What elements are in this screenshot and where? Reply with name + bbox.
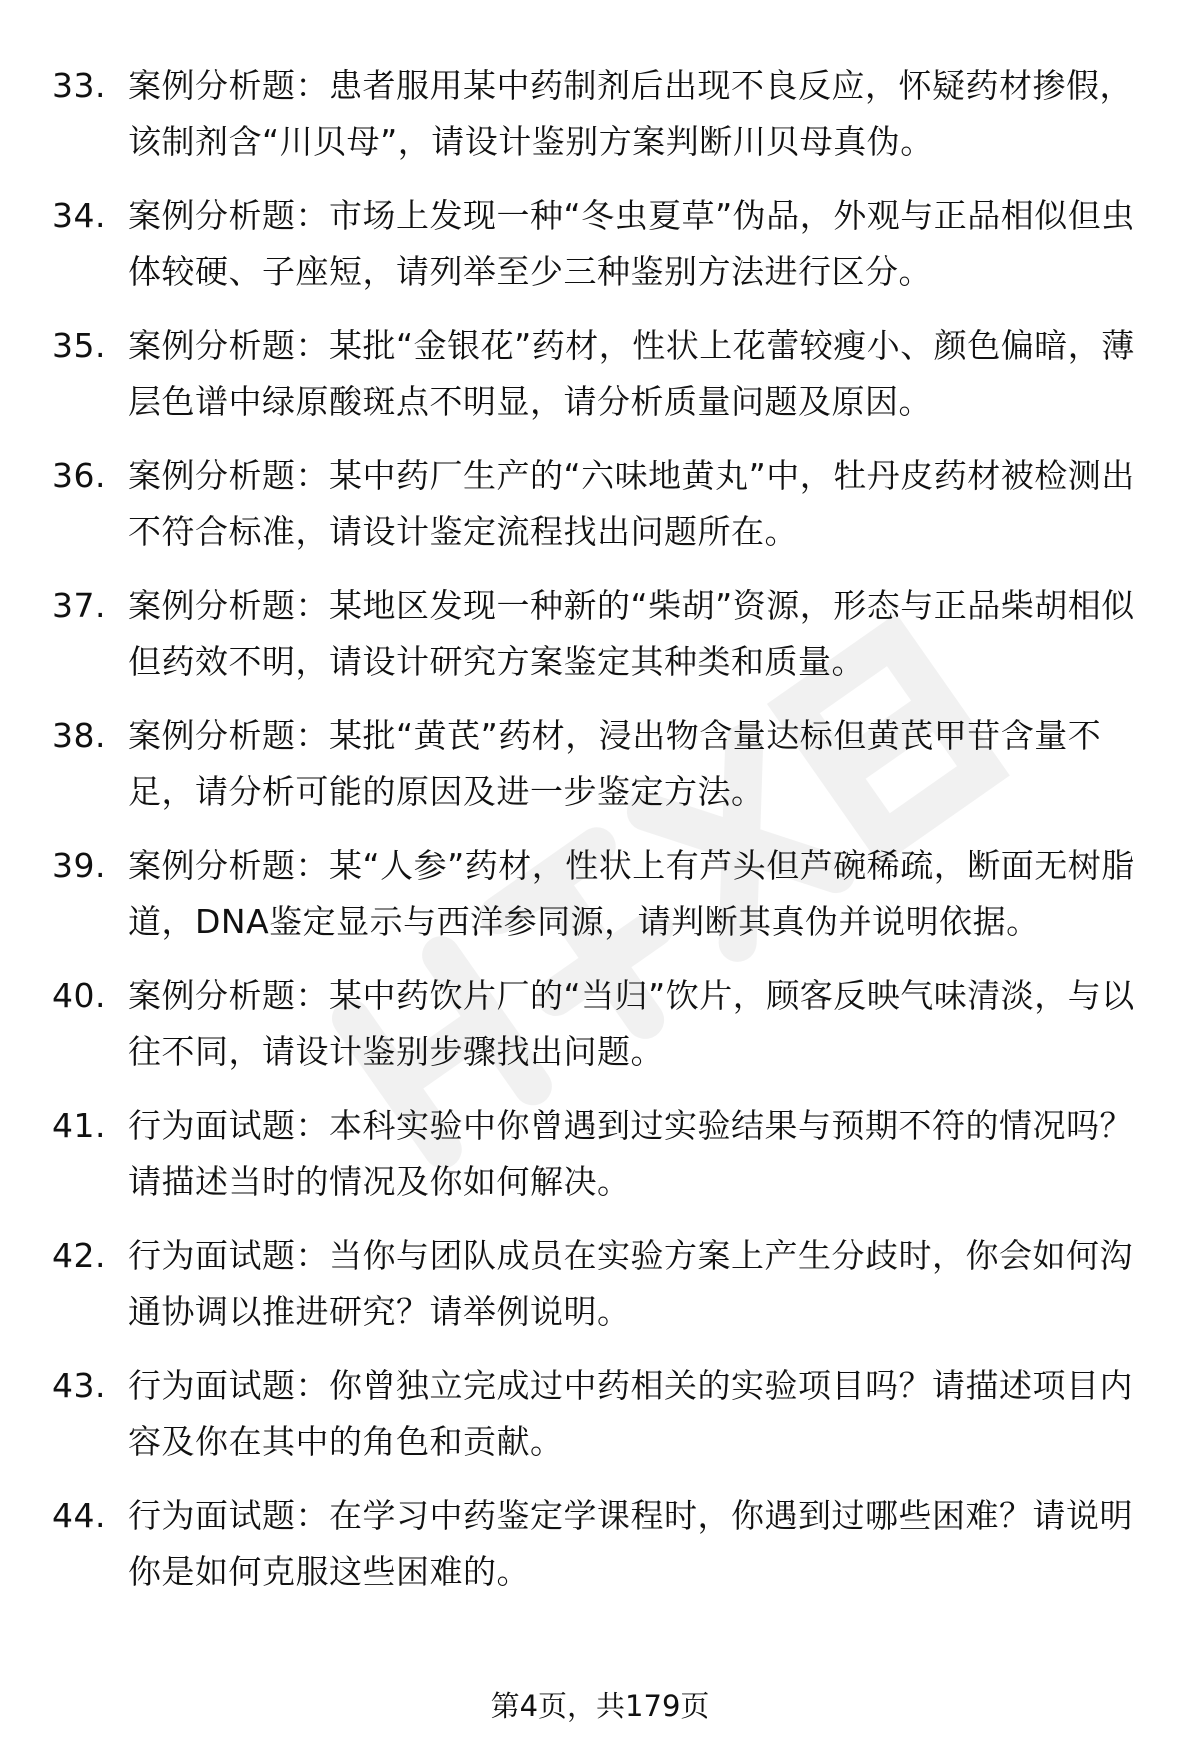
question-text: 行为面试题：你曾独立完成过中药相关的实验项目吗？请描述项目内容及你在其中的角色和贡献。 bbox=[128, 1366, 1133, 1461]
question-text: 案例分析题：患者服用某中药制剂后出现不良反应，怀疑药材掺假，该制剂含“川贝母”，请设计鉴别方案判断川贝母真伪。 bbox=[128, 66, 1133, 161]
question-list bbox=[52, 58, 1152, 1600]
question-item bbox=[52, 1098, 1152, 1210]
question-text: 行为面试题：在学习中药鉴定学课程时，你遇到过哪些困难？请说明你是如何克服这些困难的。 bbox=[128, 1496, 1133, 1591]
question-text: 案例分析题：某批“黄芪”药材，浸出物含量达标但黄芪甲苷含量不足，请分析可能的原因及进一步鉴定方法。 bbox=[128, 716, 1102, 811]
page-number-footer: 第4页，共179页 bbox=[490, 1689, 710, 1723]
question-item bbox=[52, 838, 1152, 950]
question-number: 42. bbox=[52, 1236, 106, 1275]
question-number: 33. bbox=[52, 66, 106, 105]
question-item bbox=[52, 58, 1152, 170]
question-number: 40. bbox=[52, 976, 106, 1015]
question-item bbox=[52, 1358, 1152, 1470]
question-text: 行为面试题：本科实验中你曾遇到过实验结果与预期不符的情况吗？请描述当时的情况及你如何解决。 bbox=[128, 1106, 1133, 1201]
question-number: 41. bbox=[52, 1106, 106, 1145]
question-text: 行为面试题：当你与团队成员在实验方案上产生分歧时，你会如何沟通协调以推进研究？请举例说明。 bbox=[128, 1236, 1133, 1331]
question-number: 43. bbox=[52, 1366, 106, 1405]
question-text: 案例分析题：某批“金银花”药材，性状上花蕾较瘦小、颜色偏暗，薄层色谱中绿原酸斑点不明显，请分析质量问题及原因。 bbox=[128, 326, 1135, 421]
question-number: 34. bbox=[52, 196, 106, 235]
question-number: 37. bbox=[52, 586, 106, 625]
question-item bbox=[52, 448, 1152, 560]
question-number: 35. bbox=[52, 326, 106, 365]
question-number: 44. bbox=[52, 1496, 106, 1535]
question-item bbox=[52, 1488, 1152, 1600]
question-item bbox=[52, 578, 1152, 690]
question-item bbox=[52, 708, 1152, 820]
question-number: 39. bbox=[52, 846, 106, 885]
question-number: 38. bbox=[52, 716, 106, 755]
question-item bbox=[52, 188, 1152, 300]
question-text: 案例分析题：某“人参”药材，性状上有芦头但芦碗稀疏，断面无树脂道，DNA鉴定显示与西洋参同源，请判断其真伪并说明依据。 bbox=[128, 846, 1135, 941]
question-text: 案例分析题：某中药饮片厂的“当归”饮片，顾客反映气味清淡，与以往不同，请设计鉴别步骤找出问题。 bbox=[128, 976, 1135, 1071]
question-item bbox=[52, 1228, 1152, 1340]
question-text: 案例分析题：市场上发现一种“冬虫夏草”伪品，外观与正品相似但虫体较硬、子座短，请列举至少三种鉴别方法进行区分。 bbox=[128, 196, 1135, 291]
question-number: 36. bbox=[52, 456, 106, 495]
question-text: 案例分析题：某地区发现一种新的“柴胡”资源，形态与正品柴胡相似但药效不明，请设计研究方案鉴定其种类和质量。 bbox=[128, 586, 1135, 681]
question-item bbox=[52, 318, 1152, 430]
question-item bbox=[52, 968, 1152, 1080]
question-text: 案例分析题：某中药厂生产的“六味地黄丸”中，牡丹皮药材被检测出不符合标准，请设计鉴定流程找出问题所在。 bbox=[128, 456, 1135, 551]
